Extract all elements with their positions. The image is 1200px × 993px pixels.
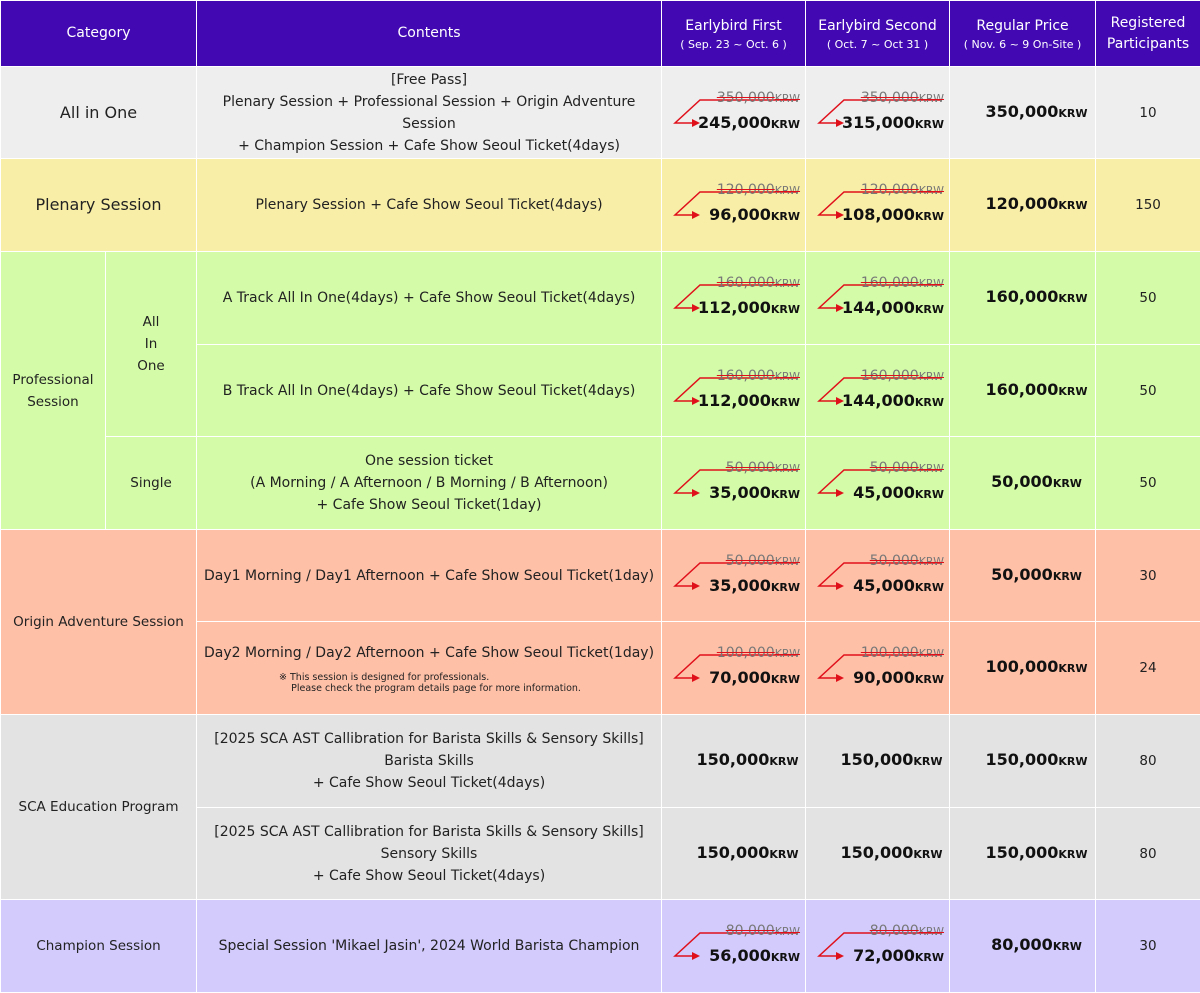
professional-note: ※ This session is designed for professionals. Please check the program details page for more information. <box>279 672 661 694</box>
table-row <box>1 252 1200 345</box>
regular-price: 160,000KRW <box>950 345 1096 437</box>
participants-count: 30 <box>1096 900 1200 993</box>
discounted-price: 112,000KRW <box>690 390 800 414</box>
participants-count: 50 <box>1096 437 1200 530</box>
participants-count: 50 <box>1096 345 1200 437</box>
discounted-price: 35,000KRW <box>690 575 800 599</box>
regular-price: 80,000KRW <box>950 900 1096 993</box>
discounted-price: 70,000KRW <box>690 667 800 691</box>
original-price: 160,000KRW <box>854 365 944 388</box>
original-price: 80,000KRW <box>710 920 800 943</box>
original-price: 160,000KRW <box>710 365 800 388</box>
original-price: 120,000KRW <box>710 179 800 202</box>
earlybird-first-price <box>662 252 806 345</box>
original-price: 100,000KRW <box>710 642 800 665</box>
original-price: 50,000KRW <box>854 550 944 573</box>
category-champion-session: Champion Session <box>1 900 197 993</box>
earlybird-first-price: 150,000KRW <box>662 808 806 900</box>
contents-cell: Plenary Session + Cafe Show Seoul Ticket(4days) <box>197 159 662 252</box>
contents-cell: B Track All In One(4days) + Cafe Show Seoul Ticket(4days) <box>197 345 662 437</box>
original-price: 100,000KRW <box>854 642 944 665</box>
earlybird-first-price <box>662 622 806 715</box>
regular-price: 50,000KRW <box>950 437 1096 530</box>
discounted-price: 315,000KRW <box>834 112 944 136</box>
earlybird-first-price <box>662 437 806 530</box>
table-row <box>1 530 1200 622</box>
header-earlybird-first: Earlybird First ( Sep. 23 ~ Oct. 6 ) <box>662 1 806 67</box>
category-sca-education: SCA Education Program <box>1 715 197 900</box>
regular-price: 50,000KRW <box>950 530 1096 622</box>
discounted-price: 144,000KRW <box>834 390 944 414</box>
header-earlybird-second: Earlybird Second ( Oct. 7 ~ Oct 31 ) <box>806 1 950 67</box>
earlybird-second-price <box>806 900 950 993</box>
earlybird-second-price <box>806 622 950 715</box>
header-contents: Contents <box>197 1 662 67</box>
earlybird-second-price <box>806 437 950 530</box>
earlybird-second-price <box>806 345 950 437</box>
contents-cell: Special Session 'Mikael Jasin', 2024 World Barista Champion <box>197 900 662 993</box>
discounted-price: 90,000KRW <box>834 667 944 691</box>
earlybird-first-price <box>662 900 806 993</box>
header-regular-price: Regular Price ( Nov. 6 ~ 9 On-Site ) <box>950 1 1096 67</box>
participants-count: 80 <box>1096 808 1200 900</box>
contents-cell: [Free Pass] Plenary Session + Professional Session + Origin Adventure Session + Champion Session + Cafe Show Seoul Ticket(4days) <box>197 67 662 159</box>
original-price: 160,000KRW <box>710 272 800 295</box>
regular-price: 120,000KRW <box>950 159 1096 252</box>
contents-cell: [2025 SCA AST Callibration for Barista Skills & Sensory Skills] Barista Skills + Cafe Show Seoul Ticket(4days) <box>197 715 662 808</box>
table-row <box>1 715 1200 808</box>
category-origin-adventure: Origin Adventure Session <box>1 530 197 715</box>
earlybird-second-price <box>806 530 950 622</box>
contents-cell: Day2 Morning / Day2 Afternoon + Cafe Show Seoul Ticket(1day) ※ This session is designed for professionals. Please check the program details page for more information. <box>197 622 662 715</box>
table-row <box>1 159 1200 252</box>
earlybird-first-price <box>662 67 806 159</box>
earlybird-second-price <box>806 67 950 159</box>
original-price: 350,000KRW <box>710 87 800 110</box>
participants-count: 30 <box>1096 530 1200 622</box>
contents-cell: [2025 SCA AST Callibration for Barista Skills & Sensory Skills] Sensory Skills + Cafe Show Seoul Ticket(4days) <box>197 808 662 900</box>
contents-cell: One session ticket (A Morning / A Afternoon / B Morning / B Afternoon) + Cafe Show Seoul Ticket(1day) <box>197 437 662 530</box>
original-price: 160,000KRW <box>854 272 944 295</box>
discounted-price: 72,000KRW <box>834 945 944 969</box>
discounted-price: 108,000KRW <box>834 204 944 228</box>
table-row <box>1 67 1200 159</box>
discounted-price: 96,000KRW <box>690 204 800 228</box>
earlybird-first-price: 150,000KRW <box>662 715 806 808</box>
earlybird-first-price <box>662 530 806 622</box>
earlybird-first-price <box>662 345 806 437</box>
subcategory-single: Single <box>106 437 197 530</box>
category-professional-session: Professional Session <box>1 252 106 530</box>
contents-cell: Day1 Morning / Day1 Afternoon + Cafe Show Seoul Ticket(1day) <box>197 530 662 622</box>
regular-price: 150,000KRW <box>950 715 1096 808</box>
discounted-price: 56,000KRW <box>690 945 800 969</box>
discounted-price: 245,000KRW <box>690 112 800 136</box>
earlybird-second-price <box>806 252 950 345</box>
header-category: Category <box>1 1 197 67</box>
regular-price: 350,000KRW <box>950 67 1096 159</box>
category-all-in-one: All in One <box>1 67 197 159</box>
original-price: 350,000KRW <box>854 87 944 110</box>
discounted-price: 45,000KRW <box>834 575 944 599</box>
participants-count: 80 <box>1096 715 1200 808</box>
regular-price: 100,000KRW <box>950 622 1096 715</box>
discounted-price: 45,000KRW <box>834 482 944 506</box>
original-price: 50,000KRW <box>710 457 800 480</box>
subcategory-all-in-one: All In One <box>106 252 197 437</box>
participants-count: 150 <box>1096 159 1200 252</box>
header-participants: Registered Participants <box>1096 1 1200 67</box>
discounted-price: 112,000KRW <box>690 297 800 321</box>
earlybird-second-price: 150,000KRW <box>806 808 950 900</box>
discounted-price: 144,000KRW <box>834 297 944 321</box>
earlybird-second-price <box>806 159 950 252</box>
category-plenary-session: Plenary Session <box>1 159 197 252</box>
table-row <box>1 900 1200 993</box>
header-row <box>1 1 1200 67</box>
contents-cell: A Track All In One(4days) + Cafe Show Seoul Ticket(4days) <box>197 252 662 345</box>
participants-count: 24 <box>1096 622 1200 715</box>
original-price: 50,000KRW <box>854 457 944 480</box>
participants-count: 50 <box>1096 252 1200 345</box>
earlybird-first-price <box>662 159 806 252</box>
regular-price: 160,000KRW <box>950 252 1096 345</box>
original-price: 120,000KRW <box>854 179 944 202</box>
table-row <box>1 437 1200 530</box>
discounted-price: 35,000KRW <box>690 482 800 506</box>
regular-price: 150,000KRW <box>950 808 1096 900</box>
original-price: 50,000KRW <box>710 550 800 573</box>
participants-count: 10 <box>1096 67 1200 159</box>
original-price: 80,000KRW <box>854 920 944 943</box>
earlybird-second-price: 150,000KRW <box>806 715 950 808</box>
